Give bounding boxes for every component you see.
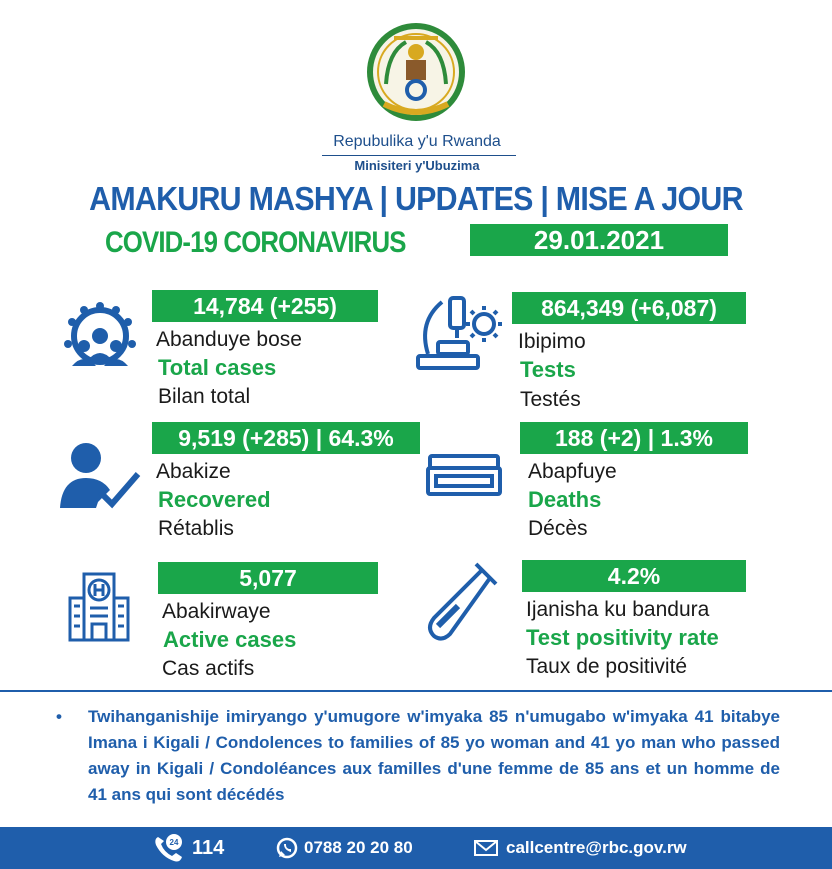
- deaths-value: 188 (+2) | 1.3%: [520, 422, 748, 454]
- person-check-icon: [58, 440, 142, 517]
- hotline-number: 114: [192, 836, 225, 859]
- header-divider: [322, 155, 516, 156]
- active-cases-value: 5,077: [158, 562, 378, 594]
- 24h-phone-icon: [152, 833, 186, 863]
- active-cases-label-fr: Cas actifs: [162, 657, 255, 680]
- recovered-label-en: Recovered: [158, 487, 271, 512]
- tests-label-rw: Ibipimo: [518, 330, 586, 353]
- tests-label-en: Tests: [520, 357, 576, 382]
- email-address: callcentre@rbc.gov.rw: [506, 838, 687, 857]
- positivity-label-en: Test positivity rate: [526, 625, 719, 650]
- hotline-contact[interactable]: [152, 827, 224, 869]
- positivity-label-rw: Ijanisha ku bandura: [526, 598, 710, 621]
- total-cases-value: 14,784 (+255): [152, 290, 378, 322]
- svg-text:24: 24: [169, 838, 179, 847]
- date-badge: 29.01.2021: [470, 224, 728, 256]
- condolence-note: [58, 704, 780, 808]
- note-bullet: •: [56, 707, 62, 726]
- whatsapp-number: 0788 20 20 80: [304, 838, 413, 857]
- hospital-icon: [66, 570, 132, 647]
- tests-value: 864,349 (+6,087): [512, 292, 746, 324]
- republic-name: Repubulika y'u Rwanda: [333, 133, 501, 150]
- tests-label-fr: Testés: [520, 388, 581, 411]
- virus-people-icon: [62, 300, 138, 381]
- envelope-icon: [474, 839, 498, 857]
- total-cases-label-rw: Abanduye bose: [156, 328, 302, 351]
- positivity-label-fr: Taux de positivité: [526, 655, 688, 678]
- deaths-label-rw: Abapfuye: [528, 460, 617, 483]
- test-tube-icon: [418, 558, 502, 647]
- ministry-name: Minisiteri y'Ubuzima: [354, 158, 480, 173]
- active-cases-label-rw: Abakirwaye: [162, 600, 271, 623]
- note-text: Twihanganishije imiryango y'umugore w'imyaka 85 n'umugabo w'imyaka 41 bitabye Imana i Kigali / Condolences to families of 85 yo woman and 41 yo man who passed away in Kigali / Condoléances aux familles d'une femme de 85 ans et un homme de 41 ans qui sont décédés: [88, 707, 780, 804]
- total-cases-label-fr: Bilan total: [158, 385, 251, 408]
- whatsapp-icon: [276, 837, 298, 859]
- recovered-label-rw: Abakize: [156, 460, 231, 483]
- active-cases-label-en: Active cases: [163, 627, 297, 652]
- rwanda-coat-of-arms-icon: [366, 22, 466, 128]
- coffin-icon: [424, 452, 504, 503]
- whatsapp-contact[interactable]: [276, 827, 413, 869]
- recovered-value: 9,519 (+285) | 64.3%: [152, 422, 420, 454]
- page-title: AMAKURU MASHYA | UPDATES | MISE A JOUR: [89, 180, 743, 217]
- section-divider: [0, 690, 832, 692]
- deaths-label-fr: Décès: [528, 517, 588, 540]
- microscope-icon: [412, 292, 502, 383]
- contact-footer: [0, 827, 832, 869]
- total-cases-label-en: Total cases: [158, 355, 277, 380]
- email-contact[interactable]: [474, 827, 687, 869]
- deaths-label-en: Deaths: [528, 487, 602, 512]
- page-subtitle: COVID-19 CORONAVIRUS: [105, 226, 406, 259]
- recovered-label-fr: Rétablis: [158, 517, 234, 540]
- positivity-value: 4.2%: [522, 560, 746, 592]
